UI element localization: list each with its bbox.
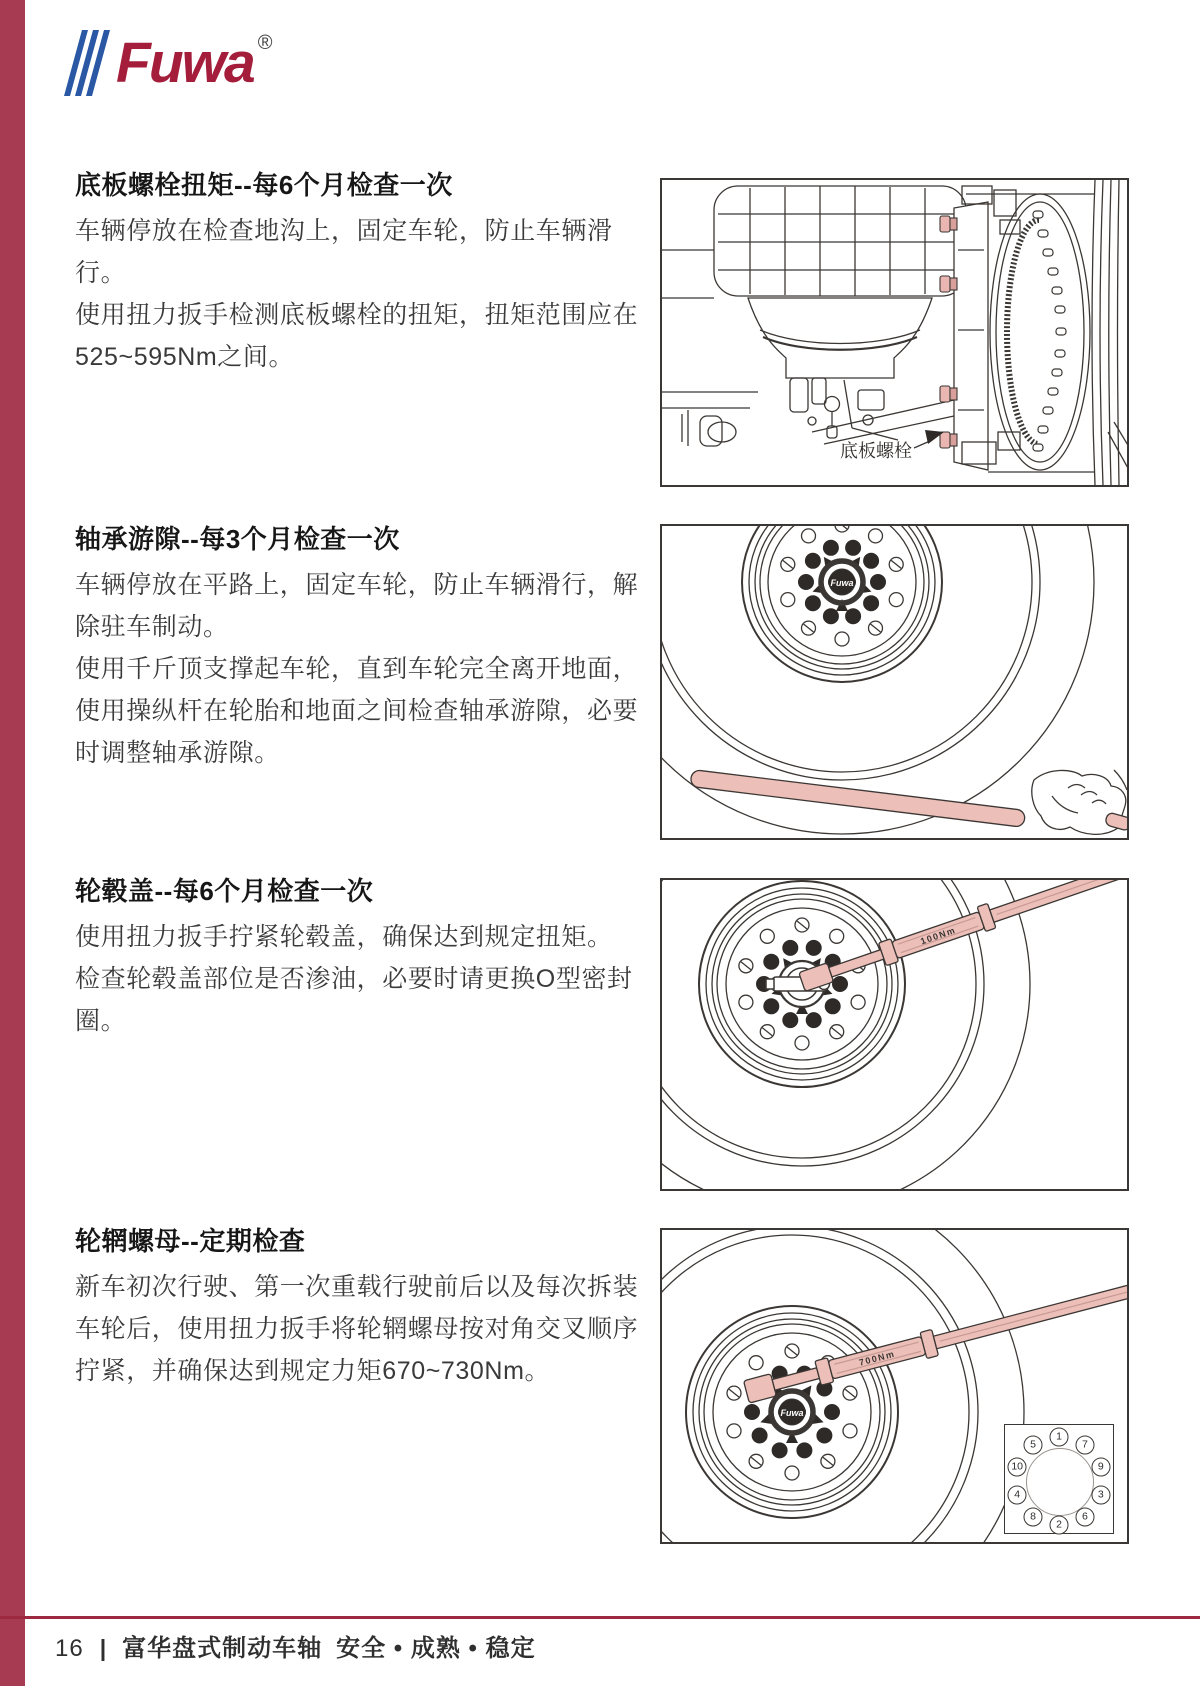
footer (55, 1628, 536, 1663)
section-bearing-clearance (75, 522, 639, 774)
sequence-number: 6 (1075, 1507, 1094, 1526)
fuwa-logo (64, 30, 273, 96)
section-title: 底板螺栓扭矩--每6个月检查一次 (75, 170, 453, 200)
wrench-torque-label: 700Nm (857, 1348, 897, 1368)
logo-wordmark: Fuwa (116, 31, 254, 95)
section-body-line: 行。 (75, 259, 127, 287)
left-accent-bar (0, 0, 25, 1686)
section-hub-cap (75, 874, 633, 1042)
figure-base-plate-bolts (660, 178, 1129, 487)
figure-bearing-clearance (660, 524, 1129, 840)
footer-tagline: 安全 • 成熟 • 稳定 (336, 1635, 536, 1662)
sequence-number: 8 (1024, 1507, 1043, 1526)
section-bottom-plate-bolts (75, 168, 639, 378)
section-body-line: 使用操纵杆在轮胎和地面之间检查轴承游隙，必要 (75, 697, 639, 725)
axle-side-view-drawing (662, 180, 1127, 485)
sequence-number: 1 (1050, 1428, 1069, 1447)
sequence-circle (1026, 1448, 1094, 1516)
section-body-line: 使用扭力扳手拧紧轮毂盖，确保达到规定扭矩。 (75, 923, 613, 951)
hub-logo-text: Fuwa (780, 1408, 804, 1418)
page-number: 16 (55, 1635, 84, 1662)
section-title: 轮辋螺母--定期检查 (75, 1226, 306, 1256)
air-spring-drawing (714, 186, 966, 296)
section-title: 轮毂盖--每6个月检查一次 (75, 876, 374, 906)
logo-slashes-icon (64, 30, 112, 96)
section-body-line: 时调整轴承游隙。 (75, 739, 280, 767)
section-title: 轴承游隙--每3个月检查一次 (75, 524, 400, 554)
sequence-number: 2 (1050, 1516, 1069, 1535)
section-body-line: 使用千斤顶支撑起车轮，直到车轮完全离开地面， (75, 655, 639, 683)
sequence-number: 10 (1008, 1458, 1027, 1477)
air-spring-piston-drawing (748, 298, 932, 378)
hand-drawing (1032, 770, 1127, 834)
section-body-line: 圈。 (75, 1007, 127, 1035)
bolt-callout-label: 底板螺栓 (840, 441, 912, 461)
figure-hub-cap (660, 878, 1129, 1191)
section-body-line: 车轮后，使用扭力扳手将轮辋螺母按对角交叉顺序 (75, 1315, 639, 1343)
section-body-line: 使用扭力扳手检测底板螺栓的扭矩，扭矩范围应在 (75, 301, 639, 329)
wheel-torque-wrench-drawing (662, 880, 1127, 1189)
footer-title: 富华盘式制动车轴 (122, 1635, 323, 1662)
section-body-line: 拧紧，并确保达到规定力矩670~730Nm。 (75, 1357, 551, 1385)
pry-bar-drawing (690, 770, 1026, 828)
section-body-line: 新车初次行驶、第一次重载行驶前后以及每次拆装 (75, 1273, 639, 1301)
section-body-line: 检查轮毂盖部位是否渗油，必要时请更换O型密封 (75, 965, 633, 993)
sequence-number: 7 (1075, 1436, 1094, 1455)
sequence-number: 5 (1024, 1436, 1043, 1455)
registered-mark: ® (257, 32, 273, 54)
sequence-number: 4 (1008, 1485, 1027, 1504)
section-body-line: 车辆停放在检查地沟上，固定车轮，防止车辆滑 (75, 217, 613, 245)
sequence-number: 9 (1091, 1458, 1110, 1477)
wrench-torque-label: 100Nm (919, 924, 958, 947)
section-body-line: 除驻车制动。 (75, 613, 229, 641)
wheel-pry-bar-drawing (662, 526, 1127, 838)
anchor-plate-drawing (954, 202, 988, 470)
wheel-drawing (662, 1230, 1024, 1542)
hub-logo-text: Fuwa (830, 578, 854, 588)
footer-separator: | (99, 1635, 107, 1661)
tightening-sequence-inset (1004, 1424, 1114, 1534)
figure-rim-nuts (660, 1228, 1129, 1544)
disc-vent-slots (1033, 211, 1066, 451)
section-body-line: 525~595Nm之间。 (75, 343, 295, 371)
sequence-number: 3 (1091, 1485, 1110, 1504)
section-body-line: 车辆停放在平路上，固定车轮，防止车辆滑行，解 (75, 571, 639, 599)
footer-divider-line (0, 1616, 1200, 1619)
torque-wrench-drawing (743, 1275, 1127, 1405)
section-rim-nuts (75, 1224, 639, 1392)
